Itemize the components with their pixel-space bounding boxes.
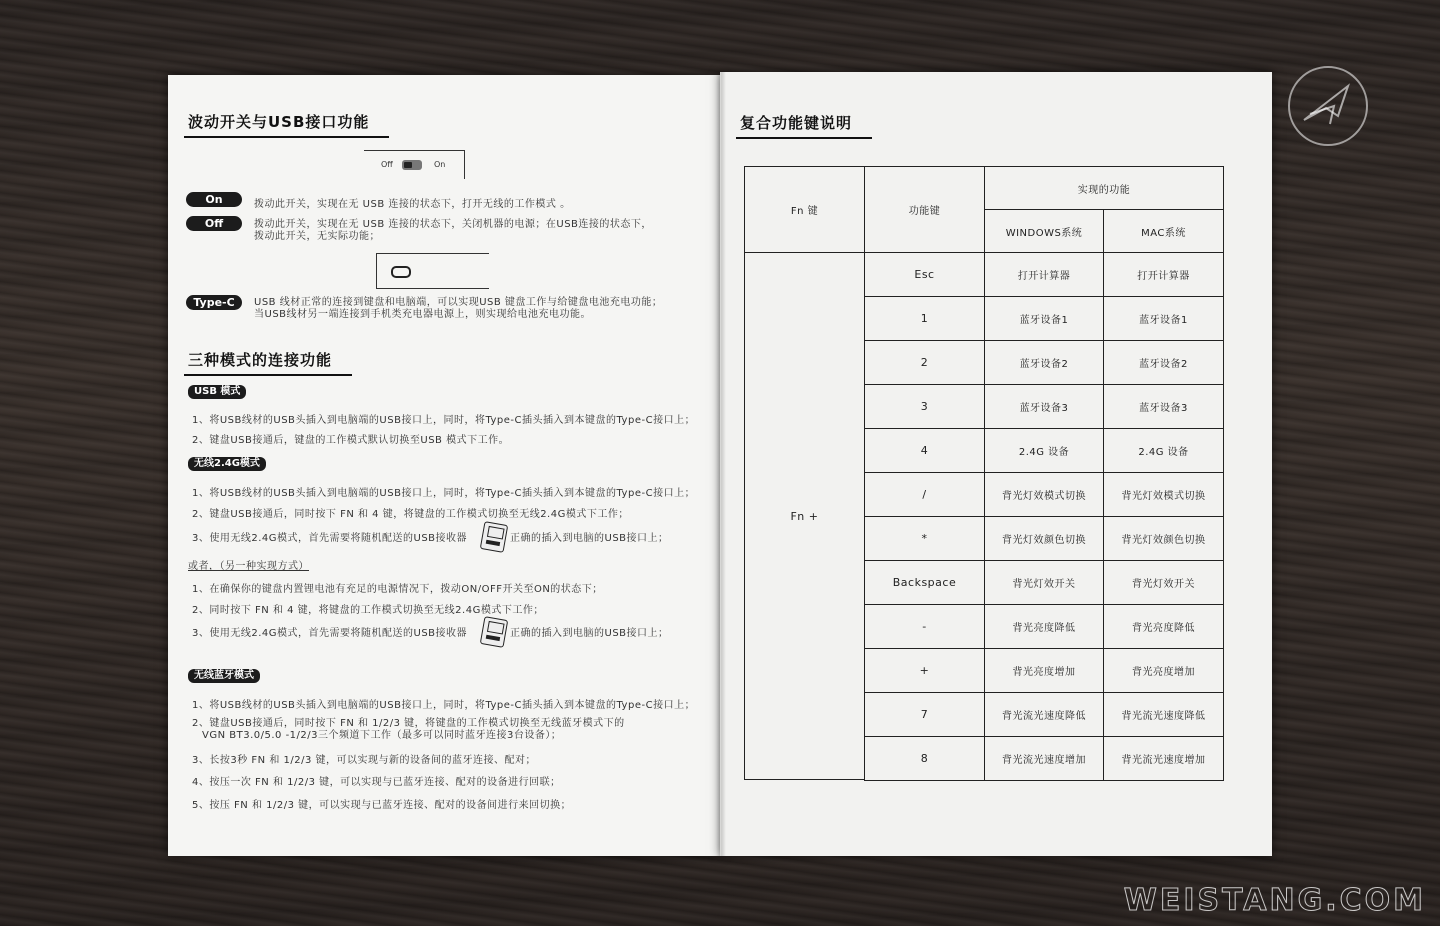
alternative-method-title: 或者，（另一种实现方式） [188, 561, 309, 572]
watermark: WEISTANG.COM [1123, 883, 1426, 918]
function-key-cell: 1 [864, 296, 985, 341]
windows-function-cell: 背光灯效开关 [984, 560, 1104, 605]
alt-step-3b: 正确的插入到电脑的USB接口上； [510, 628, 669, 639]
windows-function-cell: 打开计算器 [984, 252, 1104, 297]
windows-function-cell: 2.4G 设备 [984, 428, 1104, 473]
function-key-cell: 2 [864, 340, 985, 385]
windows-function-cell: 背光流光速度增加 [984, 736, 1104, 781]
windows-function-cell: 背光灯效颜色切换 [984, 516, 1104, 561]
function-key-cell: 4 [864, 428, 985, 473]
windows-function-cell: 背光流光速度降低 [984, 692, 1104, 737]
bt-step-5: 5、按压 FN 和 1/2/3 键，可以实现与已蓝牙连接、配对的设备间进行来回切换； [192, 800, 572, 811]
typec-badge: Type-C [186, 295, 242, 310]
header-fn-key: Fn 键 [744, 166, 865, 253]
switch-on-label: On [434, 160, 446, 169]
bt-step-3: 3、长按3秒 FN 和 1/2/3 键，可以实现与新的设备间的蓝牙连接、配对； [192, 755, 536, 766]
function-key-cell: Backspace [864, 560, 985, 605]
usb-port-diagram [376, 253, 489, 289]
switch-off-label: Off [381, 160, 393, 169]
mac-function-cell: 2.4G 设备 [1103, 428, 1224, 473]
windows-function-cell: 蓝牙设备1 [984, 296, 1104, 341]
windows-function-cell: 蓝牙设备3 [984, 384, 1104, 429]
function-key-cell: * [864, 516, 985, 561]
header-function-key: 功能键 [864, 166, 985, 253]
usb-receiver-icon [480, 521, 508, 553]
mac-function-cell: 背光灯效模式切换 [1103, 472, 1224, 517]
usb-step-2: 2、键盘USB接通后，键盘的工作模式默认切换至USB 模式下工作。 [192, 435, 510, 446]
typec-description-line1: USB 线材正常的连接到键盘和电脑端，可以实现USB 键盘工作与给键盘电池充电功能； [254, 297, 663, 308]
section-title-modes: 三种模式的连接功能 [188, 349, 332, 373]
usb-c-port-icon [391, 266, 411, 278]
wireless-step-3a: 3、使用无线2.4G模式，首先需要将随机配送的USB接收器 [192, 533, 468, 544]
off-badge: Off [186, 216, 242, 231]
bt-step-2a: 2、键盘USB接通后，同时按下 FN 和 1/2/3 键，将键盘的工作模式切换至无线蓝牙模式下的 [192, 718, 625, 729]
wireless-mode-tag: 无线2.4G模式 [188, 457, 266, 471]
section-title-combo-keys: 复合功能键说明 [740, 112, 852, 136]
mac-function-cell: 蓝牙设备3 [1103, 384, 1224, 429]
wireless-step-2: 2、键盘USB接通后，同时按下 FN 和 4 键，将键盘的工作模式切换至无线2.4G模式下工作； [192, 509, 629, 520]
function-key-cell: Esc [864, 252, 985, 297]
mac-function-cell: 背光亮度降低 [1103, 604, 1224, 649]
typec-description-line2: 当USB线材另一端连接到手机类充电器电源上，则实现给电池充电功能。 [254, 309, 592, 320]
mac-function-cell: 背光灯效颜色切换 [1103, 516, 1224, 561]
mac-function-cell: 背光流光速度降低 [1103, 692, 1224, 737]
page-fold [716, 72, 726, 856]
manual-booklet [168, 72, 1272, 856]
mac-function-cell: 背光流光速度增加 [1103, 736, 1224, 781]
usb-receiver-icon [480, 616, 508, 648]
bt-step-2b: VGN BT3.0/5.0 -1/2/3三个频道下工作（最多可以同时蓝牙连接3台设备）； [202, 730, 562, 741]
function-key-cell: - [864, 604, 985, 649]
mac-function-cell: 蓝牙设备1 [1103, 296, 1224, 341]
on-badge: On [186, 192, 242, 207]
fn-key-table [744, 166, 1224, 780]
fn-plus-cell: Fn + [744, 252, 865, 780]
wireless-step-1: 1、将USB线材的USB头插入到电脑端的USB接口上，同时，将Type-C插头插入到本键盘的Type-C接口上； [192, 488, 696, 499]
usb-mode-tag: USB 模式 [188, 385, 246, 399]
off-description-line2: 拨动此开关，无实际功能； [254, 231, 380, 242]
function-key-cell: 3 [864, 384, 985, 429]
windows-function-cell: 蓝牙设备2 [984, 340, 1104, 385]
function-key-cell: / [864, 472, 985, 517]
mac-function-cell: 蓝牙设备2 [1103, 340, 1224, 385]
bt-step-4: 4、按压一次 FN 和 1/2/3 键，可以实现与已蓝牙连接、配对的设备进行回联； [192, 777, 561, 788]
alt-step-3a: 3、使用无线2.4G模式，首先需要将随机配送的USB接收器 [192, 628, 468, 639]
wireless-step-3b: 正确的插入到电脑的USB接口上； [510, 533, 669, 544]
section-title-switch-usb: 波动开关与USB接口功能 [188, 111, 369, 135]
windows-function-cell: 背光灯效模式切换 [984, 472, 1104, 517]
header-implemented-function: 实现的功能 [984, 166, 1224, 210]
windows-function-cell: 背光亮度增加 [984, 648, 1104, 693]
mac-function-cell: 背光灯效开关 [1103, 560, 1224, 605]
mac-function-cell: 打开计算器 [1103, 252, 1224, 297]
brand-logo-icon [1288, 66, 1368, 146]
function-key-cell: 7 [864, 692, 985, 737]
windows-function-cell: 背光亮度降低 [984, 604, 1104, 649]
alt-step-1: 1、在确保你的键盘内置锂电池有充足的电源情况下，拨动ON/OFF开关至ON的状态下； [192, 584, 603, 595]
alt-step-2: 2、同时按下 FN 和 4 键，将键盘的工作模式切换至无线2.4G模式下工作； [192, 605, 544, 616]
on-description: 拨动此开关，实现在无 USB 连接的状态下，打开无线的工作模式 。 [254, 199, 571, 210]
mac-function-cell: 背光亮度增加 [1103, 648, 1224, 693]
header-mac: MAC系统 [1103, 209, 1224, 253]
bluetooth-mode-tag: 无线蓝牙模式 [188, 669, 260, 683]
bt-step-1: 1、将USB线材的USB头插入到电脑端的USB接口上，同时，将Type-C插头插入到本键盘的Type-C接口上； [192, 700, 696, 711]
header-windows: WINDOWS系统 [984, 209, 1104, 253]
function-key-cell: + [864, 648, 985, 693]
left-page [168, 75, 720, 856]
toggle-switch-icon [402, 160, 422, 170]
usb-step-1: 1、将USB线材的USB头插入到电脑端的USB接口上，同时，将Type-C插头插入到本键盘的Type-C接口上； [192, 415, 696, 426]
function-key-cell: 8 [864, 736, 985, 781]
switch-diagram [364, 150, 465, 179]
off-description-line1: 拨动此开关，实现在无 USB 连接的状态下，关闭机器的电源；在USB连接的状态下， [254, 219, 652, 230]
